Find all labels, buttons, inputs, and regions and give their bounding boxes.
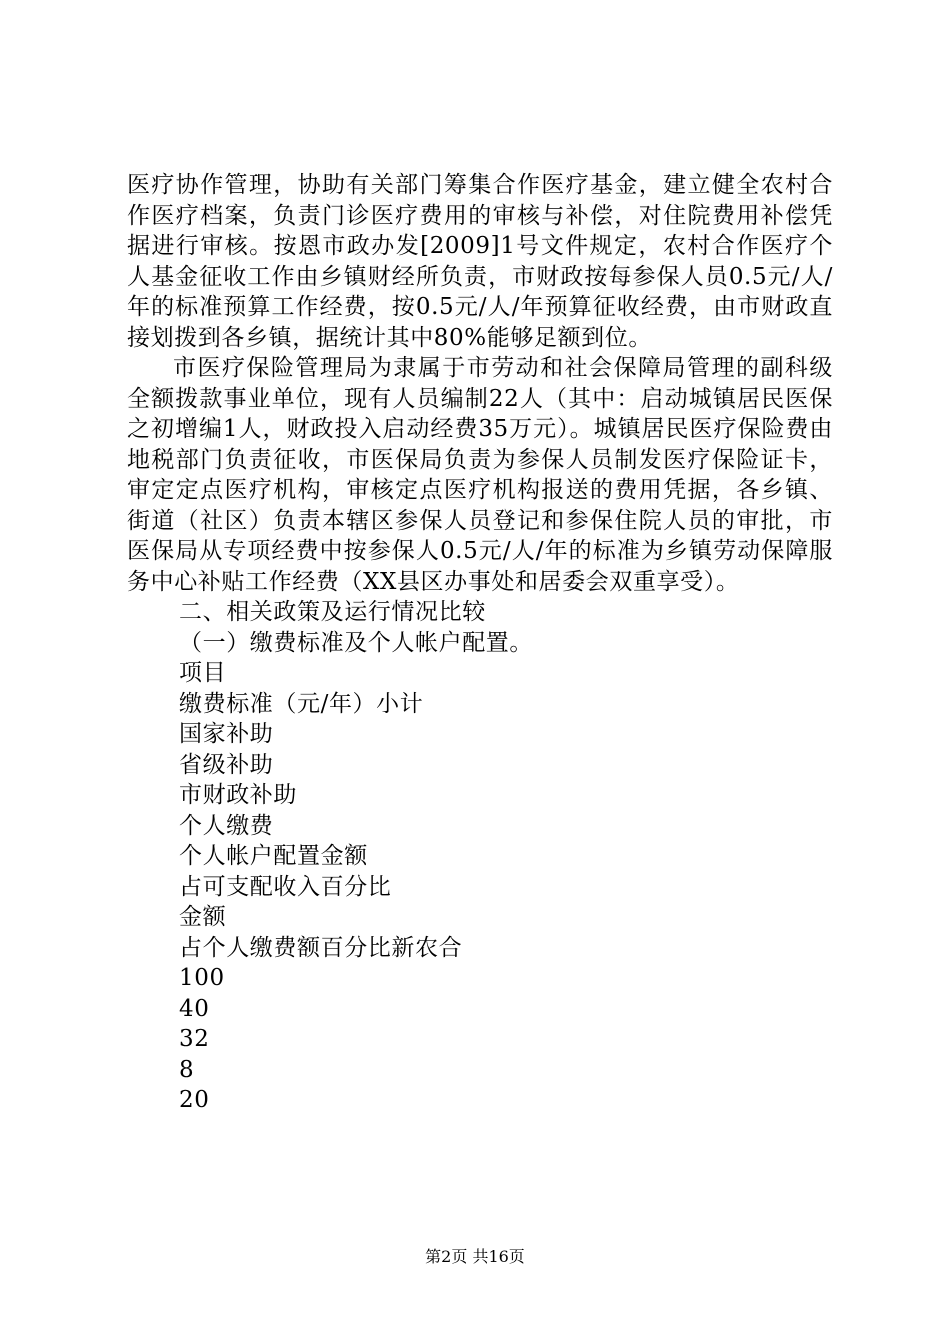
paragraph-continued: 医疗协作管理，协助有关部门筹集合作医疗基金，建立健全农村合作医疗档案，负责门诊医疗费用的审核与补偿，对住院费用补偿凭据进行审核。按恩市政办发[2009]1号文件规定，农村合作医疗个人基金征收工作由乡镇财经所负责，市财政按每参保人员0.5元/人/年的标准预算工作经费，按0.5元/人/年预算征收经费，由市财政直接划拨到各乡镇，据统计其中80%能够足额到位。 <box>127 172 833 351</box>
text-line: 省级补助 <box>179 751 274 778</box>
subsection-heading: （一）缴费标准及个人帐户配置。 <box>179 629 533 656</box>
text-line: 项目 <box>179 660 227 686</box>
text-line: 个人帐户配置金额 <box>179 843 368 869</box>
value-line: 100 <box>179 965 225 991</box>
text-line: 个人缴费 <box>179 812 274 839</box>
value-line: 40 <box>179 995 210 1022</box>
paragraph-medical-insurance-bureau: 市医疗保险管理局为隶属于市劳动和社会保障局管理的副科级全额拨款事业单位，现有人员编制22人（其中：启动城镇居民医保之初增编1人，财政投入启动经费35万元）。城镇居民医疗保险费由地税部门负责征收，市医保局负责为参保人员制发医疗保险证卡，审定定点医疗机构，审核定点医疗机构报送的费用凭据，各乡镇、街道（社区）负责本辖区参保人员登记和参保住院人员的审批，市医保局从专项经费中按参保人0.5元/人/年的标准为乡镇劳动保障服务中心补贴工作经费（XX县区办事处和居委会双重享受）。 <box>127 355 833 595</box>
text-line: 占可支配收入百分比 <box>179 873 392 900</box>
section-heading: 二、相关政策及运行情况比较 <box>179 599 486 625</box>
value-line: 8 <box>179 1056 195 1083</box>
page-footer: 第2页 共16页 <box>425 1247 525 1266</box>
document-body <box>127 170 833 1116</box>
text-line: 市财政补助 <box>179 782 297 808</box>
value-line: 20 <box>179 1087 210 1113</box>
text-line: 缴费标准（元/年）小计 <box>179 690 424 717</box>
value-line: 32 <box>179 1026 210 1052</box>
text-line: 占个人缴费额百分比新农合 <box>179 934 463 961</box>
text-line: 国家补助 <box>179 721 274 747</box>
text-line: 金额 <box>179 904 227 930</box>
